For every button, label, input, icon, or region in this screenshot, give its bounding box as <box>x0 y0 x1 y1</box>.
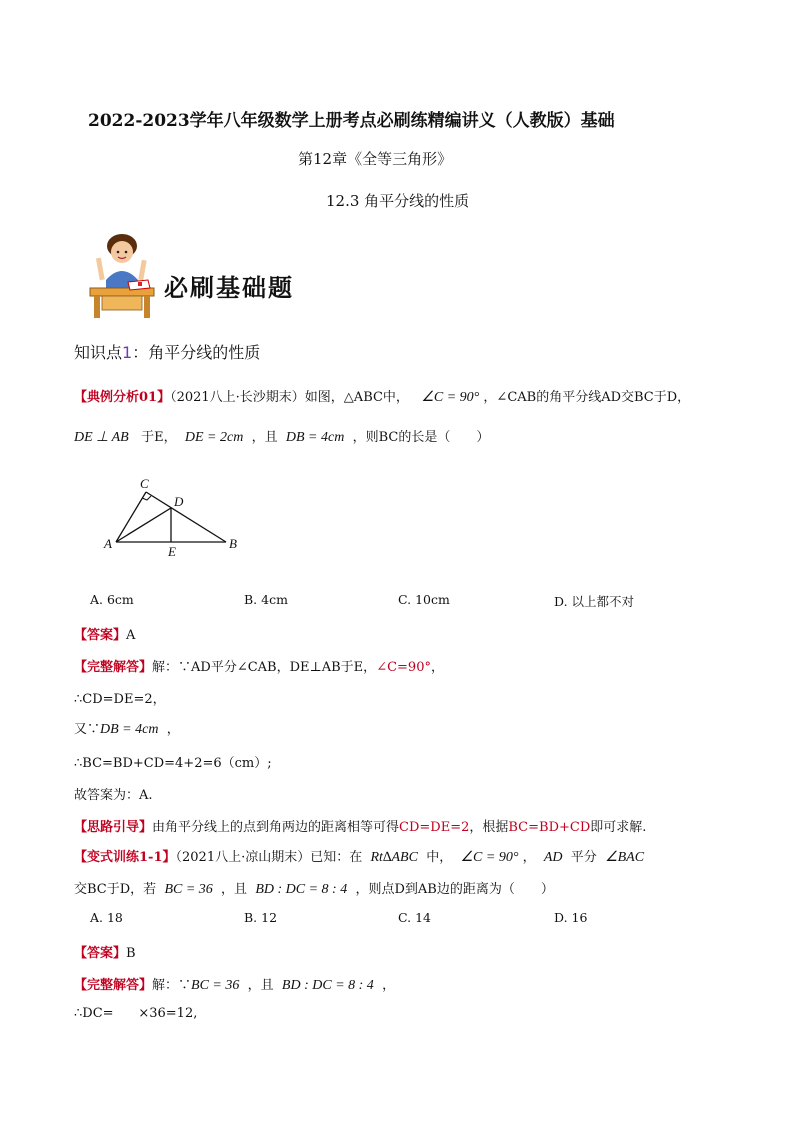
label-d: D <box>174 494 184 509</box>
variant-tag: 【变式训练1-1】 <box>74 850 176 865</box>
example-option-b: B. 4cm <box>244 592 288 607</box>
solution-highlight: ∠C=90° <box>376 660 431 675</box>
variant-text: 中， <box>426 850 453 865</box>
solution-text: 解：∵ <box>152 978 192 993</box>
variant-text: ，且 <box>221 882 248 897</box>
hint-text: ，根据 <box>469 820 509 835</box>
solution-text: ×36=12, <box>138 1006 198 1021</box>
answer-tag: 【答案】 <box>74 628 127 643</box>
solution-tag: 【完整解答】 <box>74 660 153 675</box>
answer-tag: 【答案】 <box>74 946 127 961</box>
example-line-2 <box>74 426 489 446</box>
variant-solution-1 <box>74 974 395 994</box>
math-bc: BC = 36 <box>191 978 240 993</box>
answer-value: A <box>126 628 136 643</box>
banner-title: 必刷基础题 <box>164 273 294 302</box>
math-ad: AD <box>543 850 563 865</box>
math-db-length: DB = 4cm <box>285 430 345 445</box>
example-text: （2021八上·长沙期末）如图，△ABC中， <box>170 390 409 405</box>
hint-text: 即可求解. <box>590 820 647 835</box>
math-de-length: DE = 2cm <box>184 430 244 445</box>
teacher-illustration <box>84 230 164 320</box>
example-text: ，且 <box>251 430 278 445</box>
example-option-c: C. 10cm <box>398 592 450 607</box>
hint-tag: 【思路引导】 <box>74 820 153 835</box>
solution-tag: 【完整解答】 <box>74 978 153 993</box>
variant-line-1 <box>74 846 644 866</box>
example-answer <box>74 624 135 643</box>
hint-highlight: BC=BD+CD <box>508 820 591 835</box>
kp-label: 知识点 <box>74 343 123 362</box>
example-text: ，∠CAB的角平分线AD交BC于D， <box>483 390 691 405</box>
label-e: E <box>168 544 176 559</box>
variant-text: ，则点D到AB边的距离为（ ） <box>355 882 554 897</box>
example-solution-1 <box>74 656 444 675</box>
example-tag: 【典例分析01】 <box>74 390 171 405</box>
math-de-perp-ab: DE ⊥ AB <box>74 430 129 445</box>
label-c: C <box>140 476 149 491</box>
solution-text: ∴DC= <box>74 1006 114 1021</box>
example-option-d: D. 以上都不对 <box>554 594 635 609</box>
answer-value: B <box>126 946 136 961</box>
variant-option-b: B. 12 <box>244 910 278 925</box>
example-hint <box>74 816 646 835</box>
variant-line-2 <box>74 878 554 898</box>
variant-text: 平分 <box>570 850 597 865</box>
solution-text: ， <box>430 660 444 675</box>
example-text: ，则BC的长是（ ） <box>352 430 490 445</box>
math-angle-c: ∠C = 90° <box>421 390 480 405</box>
section-title: 12.3 角平分线的性质 <box>326 192 470 210</box>
knowledge-point-heading <box>74 340 260 363</box>
solution-text: ， <box>166 722 180 737</box>
example-solution-3 <box>74 718 180 738</box>
variant-text: （2021八上·凉山期末）已知：在 <box>175 850 363 865</box>
chapter-title: 第12章《全等三角形》 <box>298 150 453 168</box>
hint-highlight: CD=DE=2 <box>399 820 470 835</box>
label-b: B <box>229 536 237 551</box>
doc-title: 2022-2023学年八年级数学上册考点必刷练精编讲义（人教版）基础 <box>88 111 615 131</box>
solution-text: ，且 <box>247 978 274 993</box>
example-text: 于E， <box>141 430 177 445</box>
solution-text: 又∵ <box>74 722 101 737</box>
math-ratio: BD : DC = 8 : 4 <box>255 882 348 897</box>
label-a: A <box>104 536 112 551</box>
kp-text: ：角平分线的性质 <box>132 343 261 362</box>
variant-solution-2 <box>74 1006 197 1021</box>
variant-option-c: C. 14 <box>398 910 431 925</box>
kp-number: 1 <box>122 343 133 362</box>
variant-answer <box>74 942 136 961</box>
hint-text: 由角平分线上的点到角两边的距离相等可得 <box>152 820 400 835</box>
variant-option-a: A. 18 <box>90 910 123 925</box>
variant-text: 交BC于D，若 <box>74 882 157 897</box>
example-line-1 <box>74 386 690 406</box>
math-angle-bac: ∠BAC <box>605 850 645 865</box>
math-ratio: BD : DC = 8 : 4 <box>281 978 374 993</box>
example-solution-5: 故答案为：A. <box>74 788 153 803</box>
example-option-a: A. 6cm <box>90 592 134 607</box>
math-rt-abc: Rt∆ABC <box>370 850 418 865</box>
variant-text: ， <box>522 850 536 865</box>
math-db-length: DB = 4cm <box>100 722 159 737</box>
math-angle-c: ∠C = 90° <box>460 850 519 865</box>
math-bc: BC = 36 <box>164 882 213 897</box>
solution-text: ， <box>382 978 396 993</box>
triangle-figure <box>98 476 248 560</box>
variant-option-d: D. 16 <box>554 910 588 925</box>
example-solution-2: ∴CD=DE=2， <box>74 692 166 707</box>
solution-text: 解：∵AD平分∠CAB，DE⊥AB于E， <box>152 660 377 675</box>
example-solution-4: ∴BC=BD+CD=4+2=6（cm）; <box>74 756 272 771</box>
